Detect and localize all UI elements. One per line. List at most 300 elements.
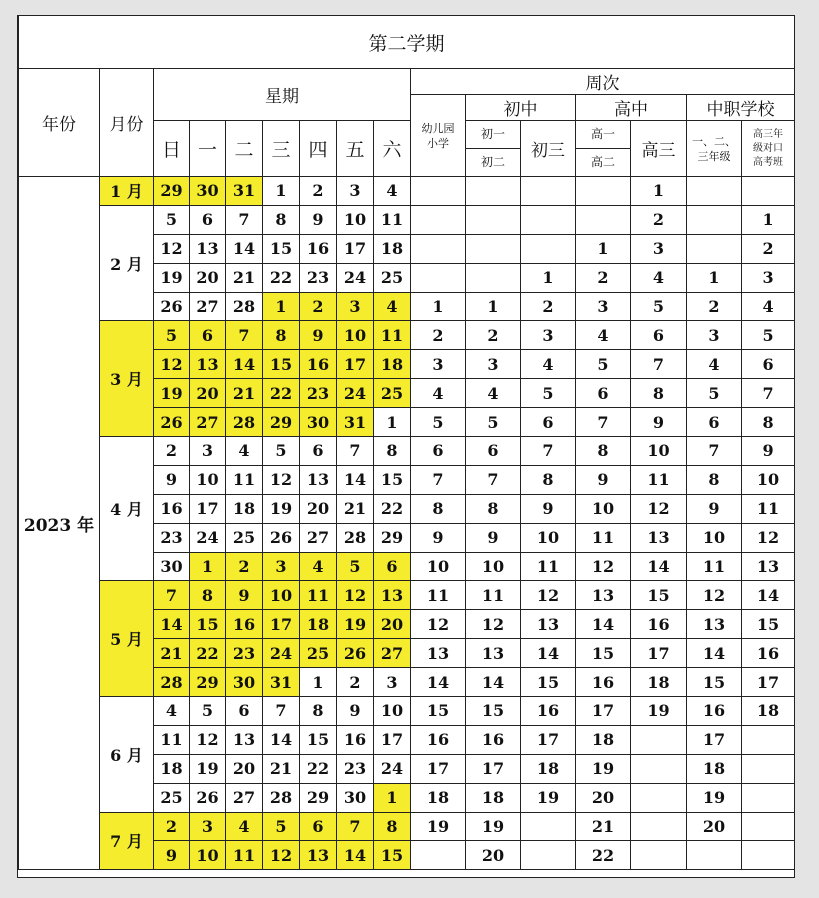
week-number-cell: 8 <box>687 465 742 494</box>
week-number-cell <box>742 725 795 754</box>
week-number-cell: 4 <box>742 292 795 321</box>
week-number-cell <box>687 205 742 234</box>
day-cell: 25 <box>374 263 411 292</box>
day-cell: 16 <box>337 725 374 754</box>
school-calendar <box>17 15 795 878</box>
day-cell: 23 <box>300 263 337 292</box>
day-cell: 2 <box>226 552 263 581</box>
week-number-cell: 6 <box>411 437 466 466</box>
weekday-header: 五 <box>337 121 374 177</box>
week-number-cell: 1 <box>411 292 466 321</box>
day-cell: 27 <box>300 523 337 552</box>
day-cell: 15 <box>263 350 300 379</box>
voc-grade-label-1: 一、二、 <box>692 134 736 148</box>
month-cell: 2 月 <box>100 205 154 321</box>
week-number-cell <box>411 177 466 206</box>
week-number-cell: 4 <box>687 350 742 379</box>
senior-1-2-header <box>576 121 631 177</box>
month-cell: 7 月 <box>100 812 154 870</box>
day-cell: 14 <box>226 350 263 379</box>
week-number-cell: 18 <box>411 783 466 812</box>
week-number-cell: 19 <box>631 697 687 726</box>
week-number-cell: 3 <box>411 350 466 379</box>
week-number-cell: 9 <box>631 408 687 437</box>
week-number-cell: 17 <box>466 754 521 783</box>
week-number-cell: 11 <box>742 494 795 523</box>
week-number-cell: 18 <box>687 754 742 783</box>
day-cell: 20 <box>374 610 411 639</box>
day-cell: 4 <box>226 812 263 841</box>
junior-1-2-header <box>466 121 521 177</box>
week-number-cell: 7 <box>687 437 742 466</box>
day-cell: 3 <box>337 177 374 206</box>
day-cell: 3 <box>374 668 411 697</box>
week-number-cell: 17 <box>687 725 742 754</box>
week-number-header: 周次 <box>411 69 795 95</box>
day-cell: 2 <box>337 668 374 697</box>
day-cell: 19 <box>154 379 190 408</box>
day-cell: 15 <box>374 465 411 494</box>
week-number-cell <box>521 205 576 234</box>
week-number-cell: 18 <box>466 783 521 812</box>
day-cell: 27 <box>226 783 263 812</box>
week-number-cell: 19 <box>576 754 631 783</box>
week-number-cell: 8 <box>576 437 631 466</box>
weekday-group-header: 星期 <box>154 69 411 121</box>
week-number-cell: 18 <box>631 668 687 697</box>
week-number-cell: 16 <box>687 697 742 726</box>
day-cell: 9 <box>337 697 374 726</box>
junior-header: 初中 <box>466 95 576 121</box>
calendar-body <box>19 177 795 870</box>
week-number-cell: 6 <box>687 408 742 437</box>
week-number-cell: 2 <box>742 234 795 263</box>
day-cell: 18 <box>374 234 411 263</box>
week-number-cell: 2 <box>687 292 742 321</box>
week-number-cell <box>466 205 521 234</box>
primary-label: 小学 <box>427 136 449 150</box>
day-cell: 4 <box>374 292 411 321</box>
day-cell: 12 <box>263 841 300 870</box>
week-number-cell <box>521 812 576 841</box>
calendar-row <box>19 437 795 466</box>
junior-1-label: 初一 <box>466 121 520 149</box>
week-number-cell: 13 <box>631 523 687 552</box>
week-number-cell: 16 <box>521 697 576 726</box>
week-number-cell <box>631 783 687 812</box>
day-cell: 23 <box>300 379 337 408</box>
week-number-cell <box>742 812 795 841</box>
day-cell: 30 <box>226 668 263 697</box>
day-cell: 8 <box>374 812 411 841</box>
vocational-senior3-header <box>742 121 795 177</box>
day-cell: 18 <box>300 610 337 639</box>
week-number-cell: 14 <box>687 639 742 668</box>
day-cell: 6 <box>226 697 263 726</box>
week-number-cell <box>411 263 466 292</box>
day-cell: 13 <box>190 350 226 379</box>
week-number-cell: 15 <box>521 668 576 697</box>
week-number-cell: 5 <box>411 408 466 437</box>
week-number-cell: 15 <box>631 581 687 610</box>
week-number-cell <box>576 205 631 234</box>
day-cell: 2 <box>154 437 190 466</box>
week-number-cell: 19 <box>411 812 466 841</box>
week-number-cell: 5 <box>631 292 687 321</box>
day-cell: 6 <box>300 437 337 466</box>
calendar-row <box>19 581 795 610</box>
day-cell: 19 <box>337 610 374 639</box>
week-number-cell: 6 <box>742 350 795 379</box>
day-cell: 26 <box>263 523 300 552</box>
day-cell: 14 <box>337 465 374 494</box>
week-number-cell: 3 <box>687 321 742 350</box>
day-cell: 10 <box>190 465 226 494</box>
week-number-cell: 15 <box>576 639 631 668</box>
day-cell: 9 <box>154 841 190 870</box>
week-number-cell: 16 <box>742 639 795 668</box>
day-cell: 25 <box>226 523 263 552</box>
day-cell: 5 <box>263 437 300 466</box>
day-cell: 9 <box>226 581 263 610</box>
week-number-cell: 10 <box>631 437 687 466</box>
calendar-row <box>19 812 795 841</box>
week-number-cell: 18 <box>576 725 631 754</box>
week-number-cell: 4 <box>631 263 687 292</box>
calendar-row <box>19 205 795 234</box>
day-cell: 20 <box>226 754 263 783</box>
week-number-cell: 11 <box>576 523 631 552</box>
day-cell: 7 <box>263 697 300 726</box>
voc-s3-label-3: 高考班 <box>753 156 783 168</box>
day-cell: 23 <box>337 754 374 783</box>
weekday-header: 六 <box>374 121 411 177</box>
weekday-header: 三 <box>263 121 300 177</box>
week-number-cell: 7 <box>576 408 631 437</box>
day-cell: 1 <box>190 552 226 581</box>
day-cell: 10 <box>337 205 374 234</box>
week-number-cell: 3 <box>742 263 795 292</box>
day-cell: 2 <box>300 177 337 206</box>
week-number-cell <box>742 177 795 206</box>
day-cell: 1 <box>263 177 300 206</box>
weekday-header: 二 <box>226 121 263 177</box>
week-number-cell: 8 <box>631 379 687 408</box>
week-number-cell: 13 <box>576 581 631 610</box>
day-cell: 15 <box>190 610 226 639</box>
day-cell: 10 <box>374 697 411 726</box>
month-cell: 4 月 <box>100 437 154 581</box>
week-number-cell <box>466 177 521 206</box>
day-cell: 22 <box>263 379 300 408</box>
week-number-cell: 2 <box>521 292 576 321</box>
day-cell: 10 <box>190 841 226 870</box>
day-cell: 17 <box>337 234 374 263</box>
day-cell: 21 <box>226 379 263 408</box>
senior-2-label: 高二 <box>590 155 615 169</box>
week-number-cell: 14 <box>576 610 631 639</box>
voc-s3-label-2: 级对口 <box>753 142 783 154</box>
weekday-header: 四 <box>300 121 337 177</box>
week-number-cell: 9 <box>411 523 466 552</box>
day-cell: 26 <box>154 292 190 321</box>
day-cell: 4 <box>374 177 411 206</box>
day-cell: 19 <box>263 494 300 523</box>
day-cell: 13 <box>190 234 226 263</box>
week-number-cell: 11 <box>411 581 466 610</box>
week-number-cell: 16 <box>466 725 521 754</box>
kindergarten-label: 幼儿园 <box>421 121 455 135</box>
day-cell: 13 <box>374 581 411 610</box>
day-cell: 28 <box>226 292 263 321</box>
week-number-cell: 10 <box>576 494 631 523</box>
day-cell: 12 <box>337 581 374 610</box>
week-number-cell <box>631 812 687 841</box>
week-number-cell: 5 <box>687 379 742 408</box>
week-number-cell: 5 <box>521 379 576 408</box>
day-cell: 12 <box>263 465 300 494</box>
day-cell: 8 <box>374 437 411 466</box>
day-cell: 2 <box>300 292 337 321</box>
senior-header: 高中 <box>576 95 687 121</box>
day-cell: 13 <box>300 465 337 494</box>
week-number-cell: 15 <box>687 668 742 697</box>
day-cell: 21 <box>154 639 190 668</box>
day-cell: 23 <box>154 523 190 552</box>
week-number-cell: 15 <box>411 697 466 726</box>
day-cell: 8 <box>263 321 300 350</box>
day-cell: 11 <box>154 725 190 754</box>
day-cell: 26 <box>154 408 190 437</box>
day-cell: 4 <box>300 552 337 581</box>
weekday-header: 一 <box>190 121 226 177</box>
day-cell: 28 <box>226 408 263 437</box>
week-number-cell: 7 <box>521 437 576 466</box>
day-cell: 1 <box>263 292 300 321</box>
day-cell: 21 <box>337 494 374 523</box>
week-number-cell: 14 <box>631 552 687 581</box>
week-number-cell <box>521 234 576 263</box>
day-cell: 15 <box>300 725 337 754</box>
week-number-cell <box>411 841 466 870</box>
day-cell: 25 <box>154 783 190 812</box>
week-number-cell: 1 <box>742 205 795 234</box>
day-cell: 5 <box>337 552 374 581</box>
week-number-cell <box>521 177 576 206</box>
week-number-cell: 16 <box>576 668 631 697</box>
day-cell: 6 <box>190 205 226 234</box>
day-cell: 29 <box>374 523 411 552</box>
day-cell: 24 <box>374 754 411 783</box>
day-cell: 20 <box>300 494 337 523</box>
week-number-cell: 3 <box>576 292 631 321</box>
day-cell: 11 <box>374 321 411 350</box>
week-number-cell: 10 <box>687 523 742 552</box>
week-number-cell <box>631 754 687 783</box>
day-cell: 29 <box>190 668 226 697</box>
week-number-cell: 3 <box>631 234 687 263</box>
day-cell: 1 <box>374 783 411 812</box>
day-cell: 7 <box>226 205 263 234</box>
day-cell: 31 <box>337 408 374 437</box>
day-cell: 17 <box>263 610 300 639</box>
day-cell: 14 <box>226 234 263 263</box>
day-cell: 24 <box>337 263 374 292</box>
calendar-table <box>18 16 795 870</box>
week-number-cell: 12 <box>687 581 742 610</box>
week-number-cell: 9 <box>521 494 576 523</box>
day-cell: 29 <box>263 408 300 437</box>
week-number-cell: 17 <box>576 697 631 726</box>
week-number-cell: 19 <box>687 783 742 812</box>
week-number-cell <box>411 234 466 263</box>
week-number-cell: 11 <box>466 581 521 610</box>
day-cell: 30 <box>154 552 190 581</box>
week-number-cell: 14 <box>466 668 521 697</box>
day-cell: 22 <box>190 639 226 668</box>
week-number-cell <box>576 177 631 206</box>
day-cell: 18 <box>374 350 411 379</box>
week-number-cell <box>466 263 521 292</box>
week-number-cell: 19 <box>521 783 576 812</box>
week-number-cell: 17 <box>521 725 576 754</box>
day-cell: 11 <box>226 465 263 494</box>
week-number-cell: 4 <box>576 321 631 350</box>
week-number-cell: 13 <box>521 610 576 639</box>
week-number-cell: 2 <box>411 321 466 350</box>
day-cell: 22 <box>374 494 411 523</box>
day-cell: 29 <box>154 177 190 206</box>
day-cell: 16 <box>300 234 337 263</box>
week-number-cell: 6 <box>521 408 576 437</box>
week-number-cell <box>687 841 742 870</box>
week-number-cell: 15 <box>742 610 795 639</box>
week-number-cell: 16 <box>411 725 466 754</box>
week-number-cell: 13 <box>411 639 466 668</box>
day-cell: 22 <box>263 263 300 292</box>
week-number-cell: 4 <box>521 350 576 379</box>
day-cell: 2 <box>154 812 190 841</box>
day-cell: 6 <box>300 812 337 841</box>
day-cell: 9 <box>154 465 190 494</box>
day-cell: 14 <box>154 610 190 639</box>
day-cell: 19 <box>154 263 190 292</box>
week-number-cell <box>742 754 795 783</box>
day-cell: 28 <box>337 523 374 552</box>
day-cell: 23 <box>226 639 263 668</box>
day-cell: 18 <box>154 754 190 783</box>
day-cell: 30 <box>300 408 337 437</box>
day-cell: 15 <box>263 234 300 263</box>
week-number-cell: 9 <box>576 465 631 494</box>
day-cell: 12 <box>190 725 226 754</box>
week-number-cell: 11 <box>521 552 576 581</box>
month-cell: 1 月 <box>100 177 154 206</box>
day-cell: 27 <box>190 408 226 437</box>
day-cell: 26 <box>190 783 226 812</box>
week-number-cell: 1 <box>631 177 687 206</box>
day-cell: 15 <box>374 841 411 870</box>
senior-1-label: 高一 <box>576 121 630 149</box>
day-cell: 30 <box>190 177 226 206</box>
day-cell: 14 <box>263 725 300 754</box>
week-number-cell: 20 <box>687 812 742 841</box>
day-cell: 6 <box>190 321 226 350</box>
week-number-cell: 20 <box>466 841 521 870</box>
week-number-cell: 5 <box>466 408 521 437</box>
week-number-cell: 18 <box>521 754 576 783</box>
day-cell: 3 <box>190 812 226 841</box>
week-number-cell: 12 <box>576 552 631 581</box>
year-cell: 2023 年 <box>19 177 100 870</box>
week-number-cell: 6 <box>631 321 687 350</box>
day-cell: 21 <box>263 754 300 783</box>
day-cell: 25 <box>374 379 411 408</box>
day-cell: 31 <box>226 177 263 206</box>
week-number-cell: 7 <box>631 350 687 379</box>
week-number-cell: 12 <box>411 610 466 639</box>
week-number-cell: 4 <box>411 379 466 408</box>
week-number-cell: 8 <box>521 465 576 494</box>
day-cell: 25 <box>300 639 337 668</box>
week-number-cell: 12 <box>466 610 521 639</box>
day-cell: 20 <box>190 379 226 408</box>
voc-grade-label-2: 三年级 <box>697 149 731 163</box>
day-cell: 3 <box>263 552 300 581</box>
day-cell: 21 <box>226 263 263 292</box>
week-number-cell: 17 <box>742 668 795 697</box>
day-cell: 3 <box>190 437 226 466</box>
week-number-cell: 14 <box>521 639 576 668</box>
week-number-cell: 7 <box>466 465 521 494</box>
day-cell: 14 <box>337 841 374 870</box>
week-number-cell <box>742 841 795 870</box>
week-number-cell: 13 <box>687 610 742 639</box>
week-number-cell: 12 <box>742 523 795 552</box>
week-number-cell: 17 <box>411 754 466 783</box>
day-cell: 3 <box>337 292 374 321</box>
week-number-cell: 22 <box>576 841 631 870</box>
week-number-cell: 10 <box>411 552 466 581</box>
weekday-header: 日 <box>154 121 190 177</box>
day-cell: 19 <box>190 754 226 783</box>
day-cell: 7 <box>337 437 374 466</box>
day-cell: 8 <box>190 581 226 610</box>
kindergarten-primary-header <box>411 95 466 177</box>
day-cell: 16 <box>154 494 190 523</box>
senior-3-header: 高三 <box>631 121 687 177</box>
day-cell: 18 <box>226 494 263 523</box>
week-number-cell: 1 <box>466 292 521 321</box>
month-cell: 6 月 <box>100 697 154 813</box>
day-cell: 12 <box>154 234 190 263</box>
week-number-cell <box>466 234 521 263</box>
week-number-cell: 13 <box>466 639 521 668</box>
day-cell: 5 <box>263 812 300 841</box>
week-number-cell: 17 <box>631 639 687 668</box>
calendar-row <box>19 697 795 726</box>
week-number-cell: 21 <box>576 812 631 841</box>
day-cell: 27 <box>190 292 226 321</box>
week-number-cell: 9 <box>687 494 742 523</box>
calendar-row <box>19 321 795 350</box>
day-cell: 22 <box>300 754 337 783</box>
week-number-cell: 14 <box>742 581 795 610</box>
week-number-cell: 7 <box>411 465 466 494</box>
week-number-cell: 6 <box>466 437 521 466</box>
year-header: 年份 <box>19 69 100 177</box>
week-number-cell <box>687 234 742 263</box>
